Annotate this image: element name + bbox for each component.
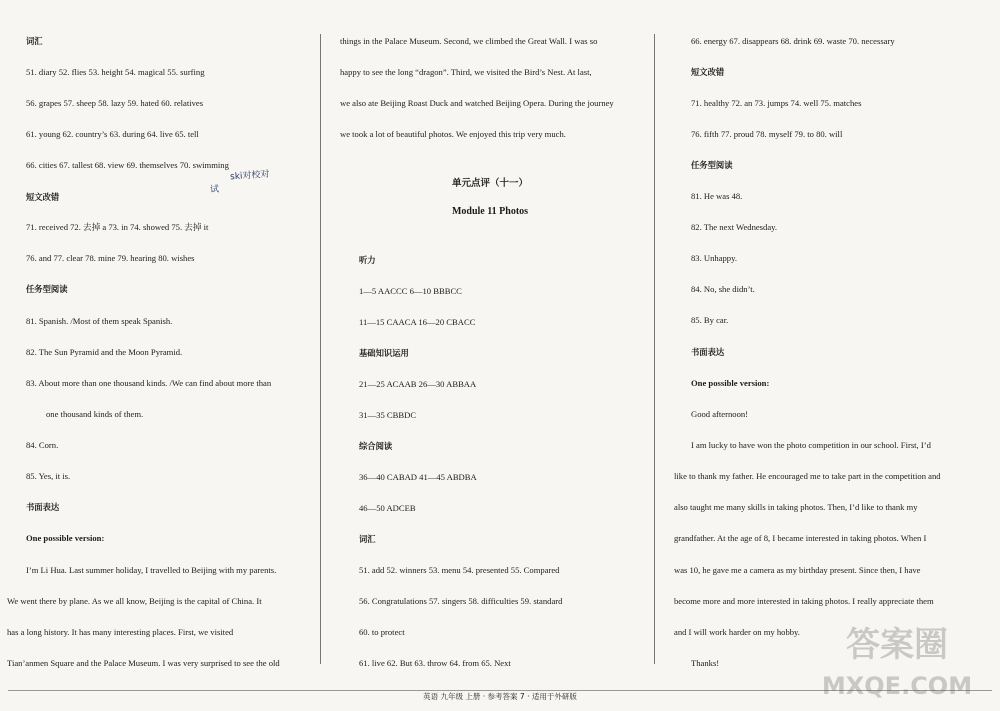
handwritten-note: ski对校对 — [229, 169, 270, 183]
answer-line: 82. The Sun Pyramid and the Moon Pyramid. — [26, 347, 183, 357]
essay-line: and I will work harder on my hobby. — [674, 627, 800, 637]
essay-line: we also ate Beijing Roast Duck and watched Beijing Opera. During the journey — [340, 98, 614, 108]
answer-line: 81. Spanish. /Most of them speak Spanish. — [26, 316, 173, 326]
answer-line: 61. live 62. But 63. throw 64. from 65. Next — [359, 658, 511, 668]
unit-title: 单元点评（十一） — [451, 178, 528, 189]
answer-line: 84. Corn. — [26, 440, 59, 450]
essay-line: also taught me many skills in taking photos. Then, I’d like to thank my — [674, 502, 918, 512]
answer-line: 61. young 62. country’s 63. during 64. live 65. tell — [26, 129, 199, 139]
answer-line: 81. He was 48. — [691, 191, 743, 201]
section-heading-vocab: 词汇 — [26, 36, 43, 46]
column-divider — [320, 34, 321, 664]
section-heading-task-reading: 任务型阅读 — [26, 284, 68, 294]
essay-line: I am lucky to have won the photo competition in our school. First, I’d — [691, 440, 931, 450]
answer-line: 66. cities 67. tallest 68. view 69. themselves 70. swimming — [26, 160, 229, 170]
section-heading-correction: 短文改错 — [691, 67, 725, 77]
answer-line: 46—50 ADCEB — [359, 503, 416, 513]
essay-line: Tian’anmen Square and the Palace Museum. I was very surprised to see the old — [7, 658, 280, 668]
watermark-top: 答案圈 — [846, 625, 948, 665]
watermark-bottom: MXQE.COM — [821, 672, 973, 700]
possible-version-label: One possible version: — [691, 378, 770, 388]
section-heading-task-reading: 任务型阅读 — [691, 160, 733, 170]
answer-line: 21—25 ACAAB 26—30 ABBAA — [359, 379, 477, 389]
essay-line: like to thank my father. He encouraged me to take part in the competition and — [674, 471, 941, 481]
possible-version-label: One possible version: — [26, 533, 105, 543]
essay-line: become more and more interested in taking photos. I really appreciate them — [674, 596, 934, 606]
essay-line: we took a lot of beautiful photos. We enjoyed this trip very much. — [340, 129, 566, 139]
answer-line: 36—40 CABAD 41—45 ABDBA — [359, 472, 477, 482]
module-title: Module 11 Photos — [451, 206, 529, 217]
answer-line: 84. No, she didn’t. — [691, 284, 755, 294]
answer-line: 85. Yes, it is. — [26, 471, 71, 481]
answer-line: 31—35 CBBDC — [359, 410, 417, 420]
essay-line: happy to see the long “dragon”. Third, we visited the Bird’s Nest. At last, — [340, 67, 592, 77]
answer-line: 56. grapes 57. sheep 58. lazy 59. hated 60. relatives — [26, 98, 204, 108]
answer-line: 60. to protect — [359, 627, 405, 637]
essay-line: We went there by plane. As we all know, Beijing is the capital of China. It — [7, 596, 262, 606]
answer-line: 76. and 77. clear 78. mine 79. hearing 80. wishes — [26, 253, 195, 263]
answer-line: 85. By car. — [691, 315, 729, 325]
essay-line: grandfather. At the age of 8, I became interested in taking photos. When I — [674, 533, 927, 543]
essay-line: things in the Palace Museum. Second, we climbed the Great Wall. I was so — [340, 36, 598, 46]
essay-line: has a long history. It has many interesting places. First, we visited — [7, 627, 234, 637]
answer-line: one thousand kinds of them. — [46, 409, 144, 419]
answer-line: 71. received 72. 去掉 a 73. in 74. showed 75. 去掉 it — [26, 222, 209, 232]
footer-label: 英语 九年级 上册 · 参考答案 7 · 适用于外研版 — [419, 692, 581, 701]
essay-line: was 10, he gave me a camera as my birthday present. Since then, I have — [674, 565, 921, 575]
answer-line: 83. About more than one thousand kinds. /We can find about more than — [26, 378, 272, 388]
answer-line: 66. energy 67. disappears 68. drink 69. waste 70. necessary — [691, 36, 895, 46]
watermark-logo — [812, 614, 982, 704]
answer-line: 11—15 CAACA 16—20 CBACC — [359, 317, 476, 327]
essay-line: Good afternoon! — [691, 409, 749, 419]
section-heading-writing: 书面表达 — [691, 347, 725, 357]
essay-line: Thanks! — [691, 658, 720, 668]
answer-line: 82. The next Wednesday. — [691, 222, 778, 232]
section-heading-basic-knowledge: 基础知识运用 — [359, 348, 409, 358]
answer-line: 1—5 AACCC 6—10 BBBCC — [359, 286, 462, 296]
essay-line: I’m Li Hua. Last summer holiday, I travelled to Beijing with my parents. — [26, 565, 277, 575]
section-heading-listening: 听力 — [359, 255, 376, 265]
section-heading-correction: 短文改错 — [26, 192, 60, 202]
section-heading-vocab: 词汇 — [359, 534, 376, 544]
column-divider — [654, 34, 655, 664]
handwritten-note: 试 — [209, 184, 220, 196]
answer-line: 56. Congratulations 57. singers 58. difficulties 59. standard — [359, 596, 563, 606]
section-heading-writing: 书面表达 — [26, 502, 60, 512]
answer-line: 76. fifth 77. proud 78. myself 79. to 80. will — [691, 129, 843, 139]
answer-line: 51. add 52. winners 53. menu 54. presented 55. Compared — [359, 565, 560, 575]
answer-line: 51. diary 52. flies 53. height 54. magical 55. surfing — [26, 67, 205, 77]
answer-line: 83. Unhappy. — [691, 253, 737, 263]
answer-line: 71. healthy 72. an 73. jumps 74. well 75. matches — [691, 98, 862, 108]
section-heading-comprehensive-reading: 综合阅读 — [359, 441, 393, 451]
